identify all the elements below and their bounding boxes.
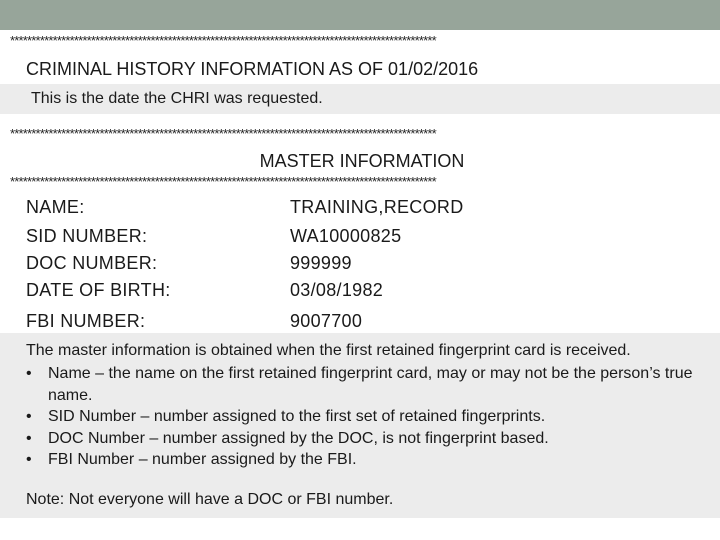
asterisk-divider-top: **************************************************************************************************** <box>10 34 436 48</box>
bullet-icon: • <box>26 451 32 468</box>
request-date-note: This is the date the CHRI was requested. <box>31 90 323 107</box>
doc-number-value: 999999 <box>290 253 352 273</box>
asterisk-divider-bottom: **************************************************************************************************** <box>10 175 436 189</box>
date-of-birth-label: DATE OF BIRTH: <box>26 280 171 300</box>
bullet-icon: • <box>26 429 32 447</box>
fbi-number-label: FBI NUMBER: <box>26 311 146 331</box>
bullet-text: SID Number – number assigned to the first set of retained fingerprints. <box>48 408 546 425</box>
explanation-intro: The master information is obtained when the first retained fingerprint card is received. <box>26 342 631 359</box>
explanation-list <box>26 363 716 471</box>
list-item <box>26 363 716 406</box>
footnote: Note: Not everyone will have a DOC or FBI number. <box>26 491 394 508</box>
sid-number-value: WA10000825 <box>290 226 402 246</box>
chri-heading: CRIMINAL HISTORY INFORMATION AS OF 01/02/2016 <box>26 59 479 79</box>
master-info-explanation <box>0 333 720 518</box>
bullet-text: Name – the name on the first retained fingerprint card, may or may not be the person’s true name. <box>48 365 693 404</box>
bullet-text: FBI Number – number assigned by the FBI. <box>48 451 357 468</box>
name-label: NAME: <box>26 197 85 217</box>
list-item <box>26 406 716 428</box>
master-information-title: MASTER INFORMATION <box>259 151 465 171</box>
asterisk-divider-middle: **************************************************************************************************** <box>10 127 436 141</box>
bullet-text: DOC Number – number assigned by the DOC, is not fingerprint based. <box>48 429 549 447</box>
fbi-number-value: 9007700 <box>290 311 363 331</box>
doc-number-label: DOC NUMBER: <box>26 253 158 273</box>
bullet-icon: • <box>26 365 32 382</box>
sid-number-label: SID NUMBER: <box>26 226 148 246</box>
name-value: TRAINING,RECORD <box>290 197 464 217</box>
list-item <box>26 449 716 471</box>
bullet-icon: • <box>26 408 32 425</box>
list-item <box>26 428 716 450</box>
request-date-callout <box>0 84 720 114</box>
top-banner <box>0 0 720 30</box>
date-of-birth-value: 03/08/1982 <box>290 280 384 300</box>
